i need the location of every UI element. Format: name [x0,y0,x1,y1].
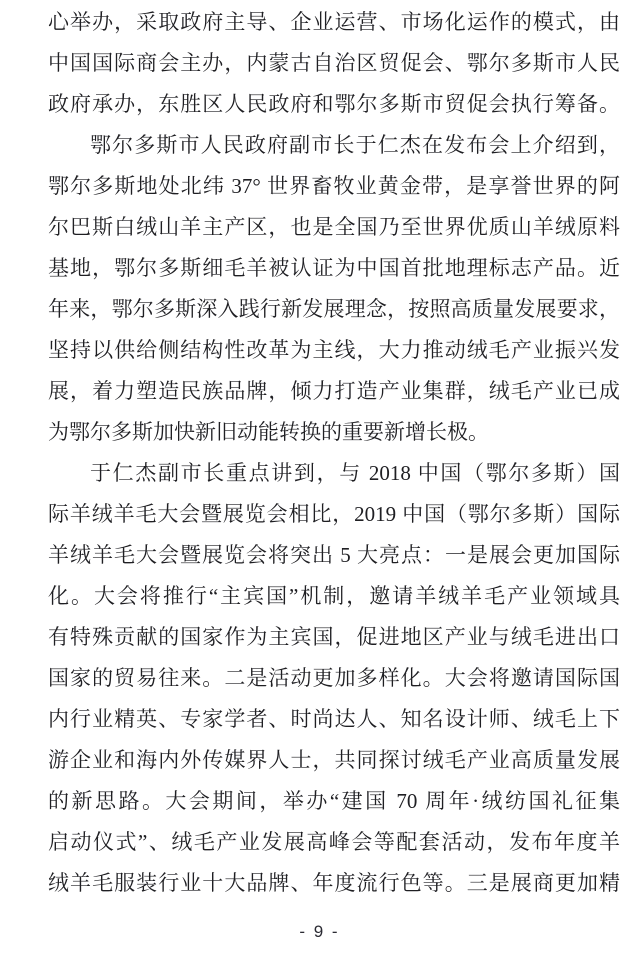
page-footer [0,922,639,952]
text-line: 尔巴斯白绒山羊主产区，也是全国乃至世界优质山羊绒原料 [48,215,620,239]
page-number: - 9 - [299,922,340,941]
text-line: 心举办，采取政府主导、企业运营、市场化运作的模式，由 [48,10,620,34]
text-line: 鄂尔多斯地处北纬 37° 世界畜牧业黄金带，是享誉世界的阿 [48,174,620,198]
text-line: 化。大会将推行“主宾国”机制，邀请羊绒羊毛产业领域具 [48,584,620,608]
text-line: 展，着力塑造民族品牌，倾力打造产业集群，绒毛产业已成 [48,379,620,403]
text-line: 于仁杰副市长重点讲到，与 2018 中国（鄂尔多斯）国 [90,461,620,485]
document-body [48,2,620,904]
text-line: 国家的贸易往来。二是活动更加多样化。大会将邀请国际国 [48,666,620,690]
text-line: 绒羊毛服装行业十大品牌、年度流行色等。三是展商更加精 [48,871,620,895]
text-line: 羊绒羊毛大会暨展览会将突出 5 大亮点：一是展会更加国际 [48,543,620,567]
text-line: 坚持以供给侧结构性改革为主线，大力推动绒毛产业振兴发 [48,338,620,362]
text-line: 中国国际商会主办，内蒙古自治区贸促会、鄂尔多斯市人民 [48,51,620,75]
text-line: 内行业精英、专家学者、时尚达人、知名设计师、绒毛上下 [48,707,620,731]
text-line: 游企业和海内外传媒界人士，共同探讨绒毛产业高质量发展 [48,748,620,772]
text-line: 启动仪式”、绒毛产业发展高峰会等配套活动，发布年度羊 [48,830,620,854]
text-line: 有特殊贡献的国家作为主宾国，促进地区产业与绒毛进出口 [48,625,620,649]
text-line: 际羊绒羊毛大会暨展览会相比，2019 中国（鄂尔多斯）国际 [48,502,620,526]
text-line: 年来，鄂尔多斯深入践行新发展理念，按照高质量发展要求， [48,297,620,321]
text-line: 为鄂尔多斯加快新旧动能转换的重要新增长极。 [48,420,489,444]
text-line: 政府承办，东胜区人民政府和鄂尔多斯市贸促会执行筹备。 [48,92,620,116]
text-line: 的新思路。大会期间，举办“建国 70 周年·绒纺国礼征集 [48,789,620,813]
text-line: 鄂尔多斯市人民政府副市长于仁杰在发布会上介绍到， [90,133,620,157]
text-line: 基地，鄂尔多斯细毛羊被认证为中国首批地理标志产品。近 [48,256,620,280]
